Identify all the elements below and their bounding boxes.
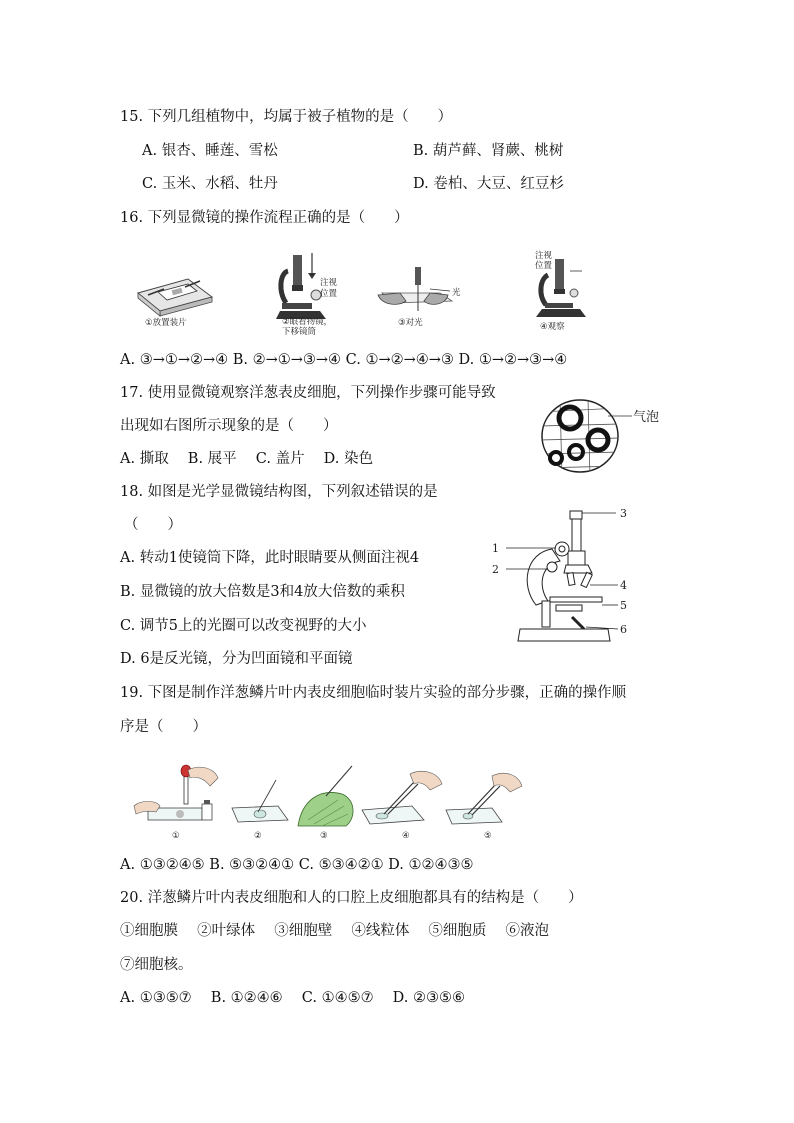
- q19-stem-2: 序是（ ）: [120, 719, 207, 735]
- q17-stem-1: 17. 使用显微镜观察洋葱表皮细胞，下列操作步骤可能导致: [120, 385, 496, 401]
- q16-caption-2b: 下移镜筒: [282, 327, 317, 337]
- q17-fig-label-bubble: 气泡: [633, 410, 660, 425]
- q18-fig-label-1: 1: [492, 542, 499, 555]
- q16-caption-4: ④观察: [540, 322, 565, 332]
- q15-stem: 15. 下列几组植物中，均属于被子植物的是（ ）: [120, 109, 453, 125]
- q15-option-d: D. 卷柏、大豆、红豆杉: [413, 176, 564, 192]
- q19-fig-label-1: ①: [172, 831, 180, 841]
- q20-items-cont: ⑦细胞核。: [120, 957, 193, 973]
- q18-option-b: B. 显微镜的放大倍数是3和4放大倍数的乘积: [120, 584, 405, 600]
- q16-caption-2a: ②眼看物镜，: [282, 317, 333, 327]
- q16-fig-guang: 光: [452, 288, 461, 298]
- step3-tissue-illustration: [298, 766, 353, 826]
- step3-hands-illustration: [378, 267, 452, 311]
- q18-fig-label-6: 6: [620, 623, 627, 636]
- q20-stem: 20. 洋葱鳞片叶内表皮细胞和人的口腔上皮细胞都具有的结构是（ ）: [120, 890, 583, 906]
- q15-option-b: B. 葫芦藓、肾蕨、桃树: [413, 143, 564, 159]
- q17-options: A. 撕取 B. 展平 C. 盖片 D. 染色: [120, 451, 374, 467]
- q16-microscope-steps-figure: [130, 245, 600, 340]
- q17-bubbles-figure: [540, 398, 670, 478]
- q16-fig-zhushi-2: 注视: [535, 251, 553, 261]
- q18-option-c: C. 调节5上的光圈可以改变视野的大小: [120, 618, 367, 634]
- q18-option-d: D. 6是反光镜，分为凹面镜和平面镜: [120, 651, 353, 667]
- q18-fig-label-5: 5: [620, 599, 627, 612]
- q20-items: ①细胞膜 ②叶绿体 ③细胞壁 ④线粒体 ⑤细胞质 ⑥液泡: [120, 923, 550, 939]
- q19-options: A. ①③②④⑤ B. ⑤③②④① C. ⑤③④②① D. ①②④③⑤: [120, 857, 474, 873]
- step2-slide-illustration: [232, 780, 288, 822]
- q16-fig-zhushi-1: 注视: [320, 278, 338, 288]
- q19-fig-label-3: ③: [320, 831, 328, 841]
- q16-caption-3: ③对光: [398, 318, 423, 328]
- q15-option-c: C. 玉米、水稻、牡丹: [142, 176, 278, 192]
- q20-options: A. ①③⑤⑦ B. ①②④⑥ C. ①④⑤⑦ D. ②③⑤⑥: [120, 990, 465, 1006]
- q19-fig-label-5: ⑤: [484, 831, 492, 841]
- q16-fig-weizhi-1: 位置: [320, 289, 338, 299]
- step1-dropper-illustration: [134, 765, 218, 820]
- q16-stem: 16. 下列显微镜的操作流程正确的是（ ）: [120, 210, 409, 226]
- q18-microscope-structure-figure: [486, 505, 646, 650]
- q18-option-a: A. 转动1使镜筒下降，此时眼睛要从侧面注视4: [120, 550, 420, 566]
- q16-fig-weizhi-2: 位置: [535, 261, 553, 271]
- q18-fig-label-2: 2: [492, 563, 499, 576]
- step4-tweezers-illustration: [362, 771, 442, 824]
- step1-slide-illustration: [138, 279, 212, 316]
- q15-option-a: A. 银杏、睡莲、雪松: [142, 143, 278, 159]
- step2-microscope-illustration: [276, 253, 326, 319]
- q19-stem-1: 19. 下图是制作洋葱鳞片叶内表皮细胞临时装片实验的部分步骤，正确的操作顺: [120, 685, 627, 701]
- q16-options: A. ③→①→②→④ B. ②→①→③→④ C. ①→②→④→③ D. ①→②→③→④: [120, 352, 568, 368]
- q19-fig-label-4: ④: [402, 831, 410, 841]
- step5-tweezers-illustration: [446, 773, 522, 824]
- q18-stem-1: 18. 如图是光学显微镜结构图，下列叙述错误的是: [120, 484, 438, 500]
- q18-stem-2: （ ）: [124, 517, 182, 533]
- q18-fig-label-4: 4: [620, 579, 627, 592]
- q16-caption-1: ①放置装片: [145, 318, 187, 328]
- q19-fig-label-2: ②: [254, 831, 262, 841]
- q19-slide-steps-figure: [130, 760, 530, 845]
- q18-fig-label-3: 3: [620, 507, 627, 520]
- q17-stem-2: 出现如右图所示现象的是（ ）: [120, 418, 338, 434]
